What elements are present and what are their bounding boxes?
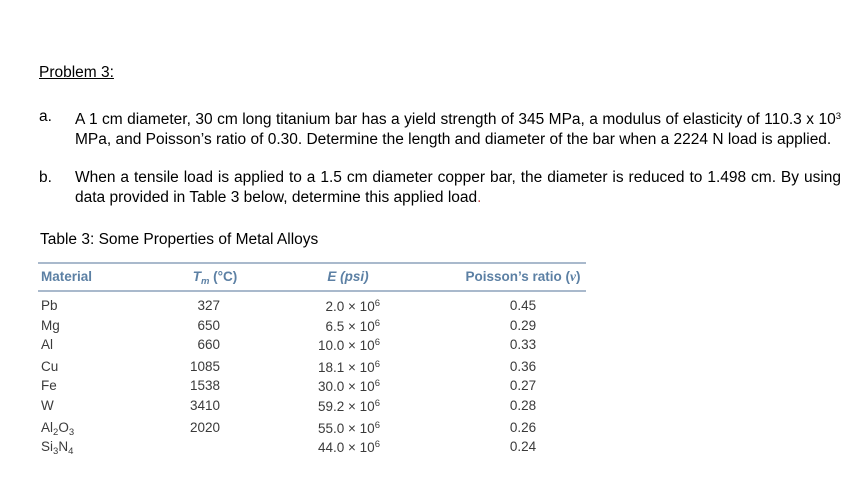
part-a-marker: a. [39,108,52,125]
melting-temp-cell: 2020 [189,419,220,435]
poisson-cell: 0.24 [509,439,537,455]
part-a-text: A 1 cm diameter, 30 cm long titanium bar has a yield strength of 345 MPa, a modulus of elasticity of 110.3 x $10^3$ MPa, and Poisson’s ratio of 0.30. Determine the length and diameter of the bar when a 2224 N load is applied. [75,111,841,148]
modulus-cell: $10.0 \times 10^6$ [318,337,380,354]
table-row [38,378,586,398]
table-row [38,359,586,379]
modulus-cell: $18.1 \times 10^6$ [318,358,380,375]
table-row [38,298,586,318]
properties-table [38,262,586,462]
melting-temp-cell: 650 [197,317,220,333]
material-cell: Fe [41,378,57,394]
table-body [38,298,586,459]
exponent: 3 [835,111,841,122]
poisson-cell: 0.29 [509,317,537,333]
poisson-cell: 0.28 [509,397,537,413]
poisson-cell: 0.36 [509,358,537,374]
table-row [38,398,586,418]
part-b-marker: b. [39,169,52,186]
melting-temp-cell: 1085 [189,358,220,374]
problem-part-a [39,107,841,150]
melting-temp-cell: 3410 [189,397,220,413]
table-row [38,318,586,338]
modulus-cell: $2.0 \times 10^6$ [325,298,380,314]
end-period: . [477,189,482,206]
poisson-cell: 0.27 [509,378,537,394]
material-cell: Mg [41,317,60,333]
problem-title: Problem 3: [39,64,114,81]
modulus-cell: $59.2 \times 10^6$ [318,397,380,414]
melting-temp-cell: 660 [197,337,220,353]
modulus-cell: $6.5 \times 10^6$ [325,317,380,334]
problem-part-b [39,168,841,208]
poisson-cell: 0.26 [509,419,537,435]
melting-temp-cell: 327 [197,298,220,313]
material-cell: $Al_2O_3$ [41,419,75,438]
material-cell: Al [41,337,54,353]
header-material: Material [41,269,93,284]
header-melting-temp: $T_m$ (°C) [192,269,238,287]
modulus-cell: $30.0 \times 10^6$ [318,378,380,395]
table-row [38,439,586,459]
modulus-cell: $55.0 \times 10^6$ [318,419,380,436]
table-header-rule [38,290,586,292]
modulus-cell: $44.0 \times 10^6$ [318,439,380,456]
material-cell: $Si_3N_4$ [41,439,74,458]
material-cell: Pb [41,298,58,313]
part-b-text: When a tensile load is applied to a 1.5 cm diameter copper bar, the diameter is reduced to 1.498 cm. By using data provided in Table 3 below, determine this applied load. [75,169,841,206]
table-row [38,337,586,357]
material-cell: Cu [41,358,59,374]
table-row [38,420,586,440]
poisson-cell: 0.45 [509,298,537,313]
table-caption: Table 3: Some Properties of Metal Alloys [40,231,319,248]
melting-temp-cell: 1538 [189,378,220,394]
poisson-cell: 0.33 [509,337,537,353]
table-top-rule [38,262,586,264]
header-poisson: Poisson’s ratio (ν) [465,269,581,284]
header-modulus: E (psi) [327,269,369,284]
material-cell: W [41,397,54,413]
